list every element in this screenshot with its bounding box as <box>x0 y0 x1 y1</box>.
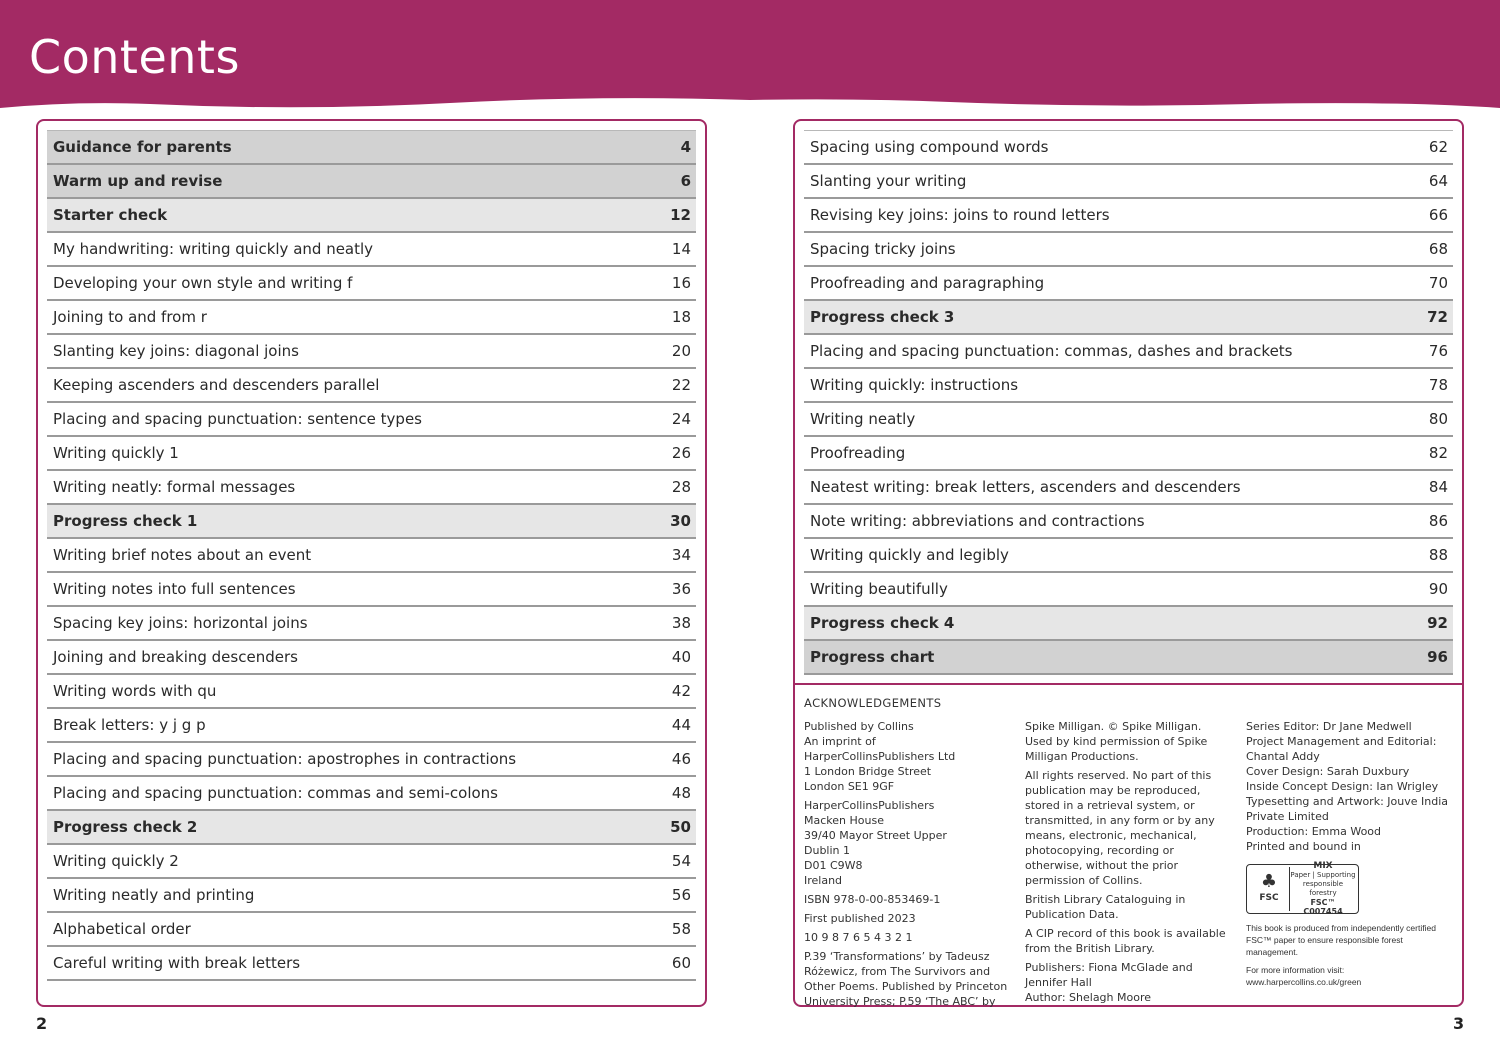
toc-row <box>804 335 1453 369</box>
toc-entry-title: Starter check <box>53 206 168 224</box>
acknowledgements-column-1 <box>804 719 1009 1013</box>
toc-entry-title: Writing quickly 2 <box>53 852 179 870</box>
toc-entry-page: 38 <box>671 614 691 632</box>
acknowledgement-paragraph: ISBN 978-0-00-853469-1 <box>804 893 941 906</box>
toc-list-right <box>804 130 1453 675</box>
toc-row <box>804 505 1453 539</box>
toc-row <box>47 267 696 301</box>
toc-entry-page: 70 <box>1428 274 1448 292</box>
toc-entry-title: Writing quickly: instructions <box>810 376 1019 394</box>
toc-row <box>47 335 696 369</box>
toc-entry-page: 24 <box>671 410 691 428</box>
toc-entry-title: Placing and spacing punctuation: commas, dashes and brackets <box>810 342 1293 360</box>
toc-entry-title: Proofreading <box>810 444 906 462</box>
acknowledgements-column-3 <box>1246 719 1451 988</box>
toc-entry-title: Progress check 4 <box>810 614 955 632</box>
toc-row <box>804 130 1453 165</box>
toc-entry-page: 34 <box>671 546 691 564</box>
toc-row <box>47 743 696 777</box>
toc-entry-title: Writing words with qu <box>53 682 217 700</box>
acknowledgement-paragraph: First published 2023 <box>804 912 916 925</box>
toc-entry-title: Developing your own style and writing f <box>53 274 353 292</box>
toc-row <box>804 403 1453 437</box>
toc-entry-page: 30 <box>670 512 691 530</box>
acknowledgement-paragraph: Series Editor: Dr Jane Medwell Project Management and Editorial: Chantal Addy Cover Design: Sarah Duxbury Inside Concept Design: Ian Wrigley Typesetting and Artwork: Jouve India Private Limited Production: Emma Wood Printed and bound in <box>1246 720 1448 853</box>
toc-entry-page: 50 <box>670 818 691 836</box>
toc-entry-page: 26 <box>671 444 691 462</box>
toc-entry-page: 90 <box>1428 580 1448 598</box>
page-title: Contents <box>29 30 240 84</box>
acknowledgements-column-2 <box>1025 719 1230 1009</box>
toc-entry-page: 18 <box>671 308 691 326</box>
toc-entry-title: Spacing tricky joins <box>810 240 956 258</box>
acknowledgement-paragraph: Publishers: Fiona McGlade and Jennifer Hall Author: Shelagh Moore <box>1025 961 1193 1004</box>
fsc-line-1: Paper | Supporting <box>1290 871 1356 879</box>
page-number-left: 2 <box>36 1014 48 1033</box>
toc-row <box>804 607 1453 641</box>
toc-entry-title: Proofreading and paragraphing <box>810 274 1045 292</box>
toc-entry-page: 78 <box>1428 376 1448 394</box>
toc-list-left <box>47 130 696 981</box>
toc-entry-page: 14 <box>671 240 691 258</box>
toc-row <box>47 641 696 675</box>
toc-entry-page: 84 <box>1428 478 1448 496</box>
toc-entry-page: 4 <box>680 138 691 156</box>
toc-entry-title: Progress chart <box>810 648 935 666</box>
toc-row <box>47 165 696 199</box>
toc-entry-page: 48 <box>671 784 691 802</box>
toc-row <box>804 199 1453 233</box>
toc-entry-title: Careful writing with break letters <box>53 954 301 972</box>
toc-entry-page: 76 <box>1428 342 1448 360</box>
toc-row <box>47 845 696 879</box>
toc-row <box>47 947 696 981</box>
toc-entry-title: Revising key joins: joins to round letters <box>810 206 1110 224</box>
acknowledgement-paragraph: HarperCollinsPublishers Macken House 39/40 Mayor Street Upper Dublin 1 D01 C9W8 Ireland <box>804 799 947 887</box>
toc-entry-title: Warm up and revise <box>53 172 223 190</box>
toc-entry-title: Spacing using compound words <box>810 138 1049 156</box>
toc-entry-page: 82 <box>1428 444 1448 462</box>
toc-entry-page: 40 <box>671 648 691 666</box>
acknowledgement-paragraph: A CIP record of this book is available from the British Library. <box>1025 927 1226 955</box>
toc-row <box>47 471 696 505</box>
toc-entry-page: 44 <box>671 716 691 734</box>
toc-entry-title: Keeping ascenders and descenders parallel <box>53 376 380 394</box>
toc-entry-page: 46 <box>671 750 691 768</box>
toc-entry-page: 54 <box>671 852 691 870</box>
toc-row <box>804 165 1453 199</box>
fsc-code: FSC™ C007454 <box>1303 898 1343 916</box>
page-number-right: 3 <box>1453 1014 1465 1033</box>
toc-row <box>47 369 696 403</box>
toc-row <box>47 607 696 641</box>
acknowledgements-divider <box>795 683 1462 685</box>
toc-entry-page: 6 <box>680 172 691 190</box>
acknowledgement-paragraph: P.39 ‘Transformations’ by Tadeusz Różewicz, from The Survivors and Other Poems. Published by Princeton University Press; P.59 ‘The ABC’ by <box>804 950 1008 1008</box>
toc-row <box>804 573 1453 607</box>
toc-entry-title: Placing and spacing punctuation: apostrophes in contractions <box>53 750 517 768</box>
toc-row <box>804 539 1453 573</box>
toc-entry-page: 28 <box>671 478 691 496</box>
contents-panel-right <box>793 119 1464 1007</box>
toc-entry-title: Placing and spacing punctuation: commas and semi-colons <box>53 784 498 802</box>
toc-row <box>47 403 696 437</box>
toc-entry-page: 86 <box>1428 512 1448 530</box>
toc-entry-title: Guidance for parents <box>53 138 232 156</box>
toc-row <box>804 233 1453 267</box>
toc-entry-title: Placing and spacing punctuation: sentence types <box>53 410 422 428</box>
toc-entry-title: Writing neatly: formal messages <box>53 478 296 496</box>
toc-entry-page: 58 <box>671 920 691 938</box>
toc-row <box>804 301 1453 335</box>
acknowledgement-paragraph: British Library Cataloguing in Publication Data. <box>1025 893 1186 921</box>
toc-entry-title: Note writing: abbreviations and contractions <box>810 512 1145 530</box>
toc-entry-page: 96 <box>1427 648 1448 666</box>
toc-entry-page: 92 <box>1427 614 1448 632</box>
toc-row <box>47 675 696 709</box>
tree-icon: ♣ <box>1260 870 1278 892</box>
toc-entry-page: 68 <box>1428 240 1448 258</box>
fsc-logo-text: FSC <box>1259 892 1279 903</box>
toc-row <box>804 369 1453 403</box>
toc-entry-page: 88 <box>1428 546 1448 564</box>
toc-entry-page: 64 <box>1428 172 1448 190</box>
toc-entry-title: Joining and breaking descenders <box>53 648 298 666</box>
toc-entry-title: Progress check 2 <box>53 818 198 836</box>
acknowledgement-paragraph: All rights reserved. No part of this publication may be reproduced, stored in a retrieval system, or transmitted, in any form or by any means, electronic, mechanical, photocopying, recording or otherwise, without the prior permission of Collins. <box>1025 769 1215 887</box>
toc-row <box>47 233 696 267</box>
toc-row <box>47 505 696 539</box>
toc-entry-title: Writing quickly and legibly <box>810 546 1009 564</box>
toc-row <box>47 913 696 947</box>
fsc-line-2: responsible forestry <box>1302 880 1344 897</box>
toc-entry-page: 42 <box>671 682 691 700</box>
toc-entry-title: Slanting key joins: diagonal joins <box>53 342 299 360</box>
acknowledgement-paragraph: Spike Milligan. © Spike Milligan. Used by kind permission of Spike Milligan Productions. <box>1025 720 1208 763</box>
toc-entry-title: Writing beautifully <box>810 580 948 598</box>
toc-entry-title: Progress check 3 <box>810 308 955 326</box>
toc-entry-page: 12 <box>670 206 691 224</box>
toc-entry-title: My handwriting: writing quickly and neatly <box>53 240 374 258</box>
toc-entry-title: Progress check 1 <box>53 512 198 530</box>
toc-entry-page: 16 <box>671 274 691 292</box>
toc-entry-title: Joining to and from r <box>53 308 207 326</box>
toc-row <box>47 709 696 743</box>
toc-entry-title: Writing neatly and printing <box>53 886 255 904</box>
toc-entry-page: 22 <box>671 376 691 394</box>
toc-entry-page: 62 <box>1428 138 1448 156</box>
toc-entry-page: 66 <box>1428 206 1448 224</box>
fsc-mix-logo <box>1246 861 1359 916</box>
toc-row <box>804 641 1453 675</box>
acknowledgement-paragraph: 10 9 8 7 6 5 4 3 2 1 <box>804 931 913 944</box>
toc-entry-title: Alphabetical order <box>53 920 191 938</box>
toc-row <box>47 301 696 335</box>
toc-entry-page: 80 <box>1428 410 1448 428</box>
toc-row <box>47 539 696 573</box>
toc-entry-title: Neatest writing: break letters, ascenders and descenders <box>810 478 1241 496</box>
fsc-more-info: For more information visit: www.harpercollins.co.uk/green <box>1246 965 1362 987</box>
toc-entry-title: Slanting your writing <box>810 172 967 190</box>
toc-entry-page: 60 <box>671 954 691 972</box>
toc-row <box>47 573 696 607</box>
toc-row <box>47 130 696 165</box>
contents-panel-left <box>36 119 707 1007</box>
toc-row <box>47 437 696 471</box>
toc-entry-page: 36 <box>671 580 691 598</box>
toc-entry-title: Writing quickly 1 <box>53 444 179 462</box>
toc-entry-page: 72 <box>1427 308 1448 326</box>
toc-entry-page: 56 <box>671 886 691 904</box>
acknowledgements-title: ACKNOWLEDGEMENTS <box>804 696 942 710</box>
toc-entry-title: Writing brief notes about an event <box>53 546 312 564</box>
toc-entry-title: Writing notes into full sentences <box>53 580 296 598</box>
fsc-note: This book is produced from independently certified FSC™ paper to ensure responsible forest management. <box>1246 923 1436 957</box>
acknowledgement-paragraph: Published by Collins An imprint of HarperCollinsPublishers Ltd 1 London Bridge Street London SE1 9GF <box>804 720 956 793</box>
toc-row <box>804 267 1453 301</box>
toc-entry-title: Writing neatly <box>810 410 916 428</box>
toc-entry-title: Spacing key joins: horizontal joins <box>53 614 308 632</box>
toc-row <box>47 199 696 233</box>
toc-entry-page: 20 <box>671 342 691 360</box>
toc-entry-title: Break letters: y j g p <box>53 716 206 734</box>
toc-row <box>804 437 1453 471</box>
fsc-mix-label: MIX <box>1313 861 1333 871</box>
toc-row <box>47 811 696 845</box>
toc-row <box>47 777 696 811</box>
toc-row <box>47 879 696 913</box>
toc-row <box>804 471 1453 505</box>
